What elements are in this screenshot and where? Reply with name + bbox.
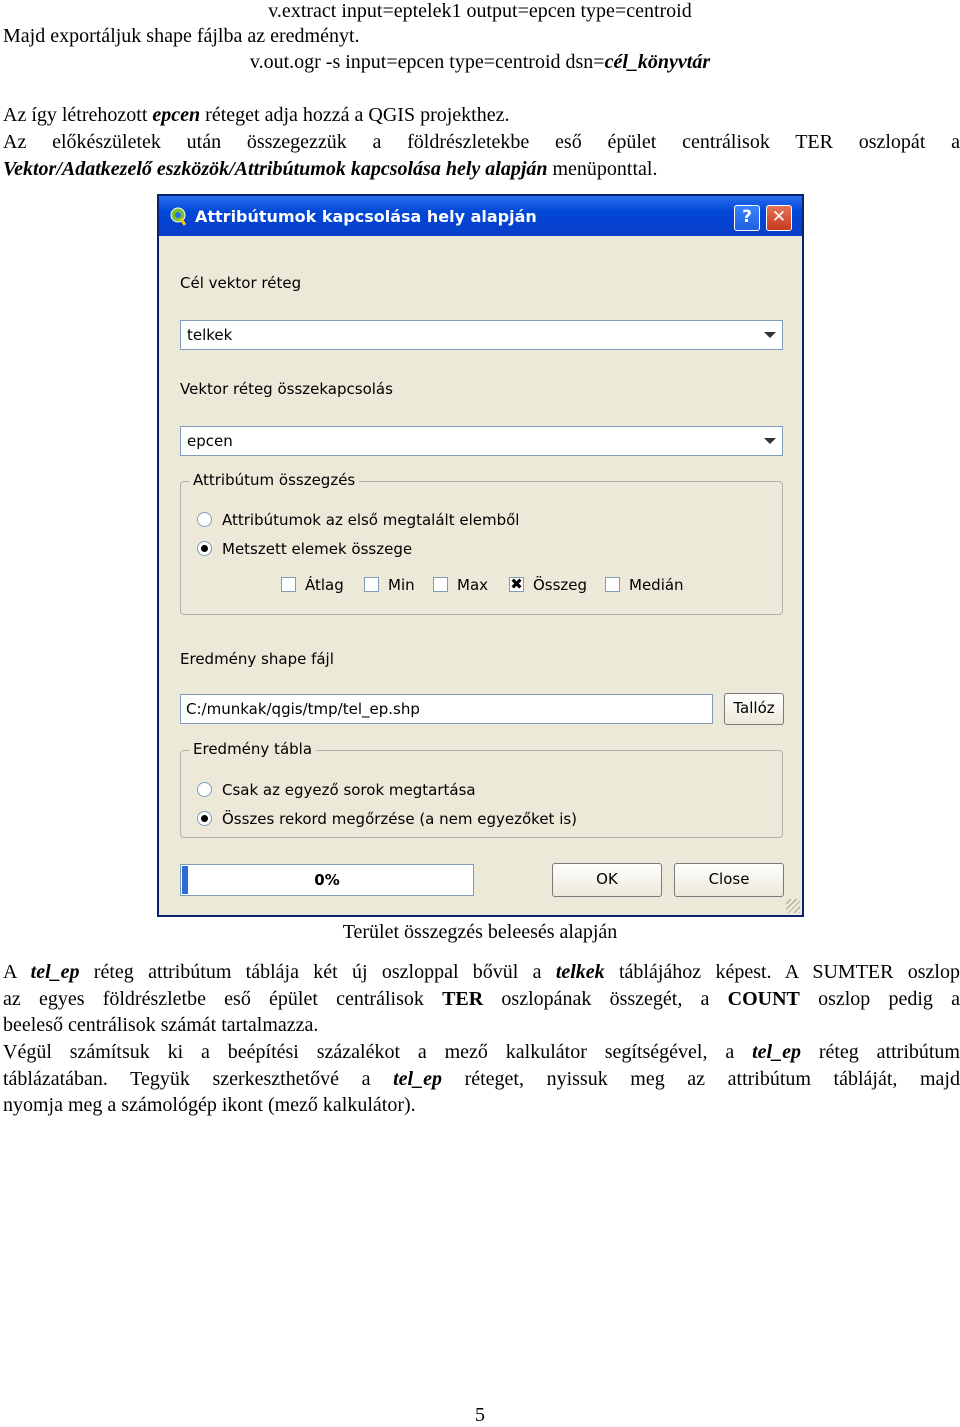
browse-button[interactable]: Tallóz bbox=[724, 693, 784, 725]
checkbox-max-label: Max bbox=[457, 576, 489, 594]
command-line-3: v.out.ogr -s input=epcen type=centroid dsn=cél_könyvtár bbox=[249, 51, 711, 73]
checkbox-median[interactable] bbox=[605, 577, 620, 592]
text-line-2: Majd exportáljuk shape fájlba az eredményt. bbox=[3, 25, 360, 47]
join-layer-label: Vektor réteg összekapcsolás bbox=[180, 380, 393, 398]
radio-keep-matching[interactable] bbox=[197, 782, 212, 797]
dialog-title: Attribútumok kapcsolása hely alapján bbox=[195, 207, 537, 226]
chevron-down-icon bbox=[764, 438, 776, 444]
target-layer-label: Cél vektor réteg bbox=[180, 274, 302, 292]
result-table-title: Eredmény tábla bbox=[189, 740, 316, 758]
checkbox-mean-label: Átlag bbox=[305, 576, 344, 594]
paragraph-2-line-1: Végül számítsuk ki a beépítési százalékot a mező kalkulátor segítségével, a tel_ep réteg attribútum bbox=[3, 1041, 960, 1063]
chevron-down-icon bbox=[764, 332, 776, 338]
paragraph-1-line-3: beeleső centrálisok számát tartalmazza. bbox=[3, 1014, 319, 1036]
attribute-summary-group bbox=[180, 471, 783, 615]
paragraph-1-line-1: A tel_ep réteg attribútum táblája két új oszloppal bővül a telkek táblájához képest. A SUMTER oszlop bbox=[3, 961, 960, 983]
text-line-4: Az így létrehozott epcen réteget adja hozzá a QGIS projekthez. bbox=[3, 104, 510, 126]
target-layer-value: telkek bbox=[187, 326, 233, 344]
paragraph-1-line-2: az egyes földrészletbe eső épület centrálisok TER oszlopának összegét, a COUNT oszlop pedig a bbox=[3, 988, 960, 1010]
resize-grip[interactable] bbox=[786, 899, 800, 913]
checkbox-min[interactable] bbox=[364, 577, 379, 592]
progress-bar bbox=[180, 864, 474, 896]
checkbox-sum-label: Összeg bbox=[533, 576, 588, 594]
close-button[interactable]: Close bbox=[674, 863, 784, 897]
dialog-titlebar bbox=[159, 196, 802, 236]
checkbox-sum[interactable]: ✖ bbox=[510, 575, 523, 593]
radio-keep-matching-label: Csak az egyező sorok megtartása bbox=[222, 781, 476, 799]
progress-text: 0% bbox=[314, 871, 340, 889]
radio-keep-all[interactable] bbox=[197, 811, 212, 826]
text-line-6: Vektor/Adatkezelő eszközök/Attribútumok kapcsolása hely alapján menüponttal. bbox=[3, 158, 658, 180]
radio-sum-intersecting[interactable] bbox=[197, 541, 212, 556]
join-attributes-dialog bbox=[157, 194, 804, 917]
radio-sum-intersecting-label: Metszett elemek összege bbox=[222, 540, 413, 558]
close-window-button[interactable]: ✕ bbox=[766, 205, 792, 231]
output-shapefile-label: Eredmény shape fájl bbox=[180, 650, 334, 668]
ok-button[interactable]: OK bbox=[552, 863, 662, 897]
join-layer-value: epcen bbox=[187, 432, 233, 450]
text-line-5: Az előkészületek után összegezzük a földrészletekbe eső épület centrálisok TER oszlopát a bbox=[3, 131, 960, 153]
result-table-group bbox=[180, 740, 783, 838]
radio-first-match[interactable] bbox=[197, 512, 212, 527]
join-layer-combo[interactable] bbox=[180, 426, 783, 456]
radio-first-match-label: Attribútumok az első megtalált elemből bbox=[222, 511, 520, 529]
output-shapefile-value: C:/munkak/qgis/tmp/tel_ep.shp bbox=[186, 700, 420, 718]
progress-fill bbox=[182, 866, 188, 894]
paragraph-2-line-3: nyomja meg a számológép ikont (mező kalkulátor). bbox=[3, 1094, 416, 1116]
checkbox-mean[interactable] bbox=[281, 577, 296, 592]
checkbox-max[interactable] bbox=[433, 577, 448, 592]
paragraph-2-line-2: táblázatában. Tegyük szerkeszthetővé a tel_ep réteget, nyissuk meg az attribútum tábláját, majd bbox=[3, 1068, 960, 1090]
radio-keep-all-label: Összes rekord megőrzése (a nem egyezőket is) bbox=[222, 810, 578, 828]
command-line-1: v.extract input=eptelek1 output=epcen type=centroid bbox=[268, 0, 692, 22]
attribute-summary-title: Attribútum összegzés bbox=[189, 471, 359, 489]
output-shapefile-input[interactable] bbox=[180, 694, 713, 724]
checkbox-min-label: Min bbox=[388, 576, 415, 594]
figure-caption: Terület összegzés beleesés alapján bbox=[342, 921, 618, 943]
page-number: 5 bbox=[475, 1404, 485, 1426]
qgis-icon bbox=[169, 206, 187, 226]
checkbox-median-label: Medián bbox=[629, 576, 684, 594]
help-button[interactable]: ? bbox=[734, 205, 760, 231]
target-layer-combo[interactable] bbox=[180, 320, 783, 350]
